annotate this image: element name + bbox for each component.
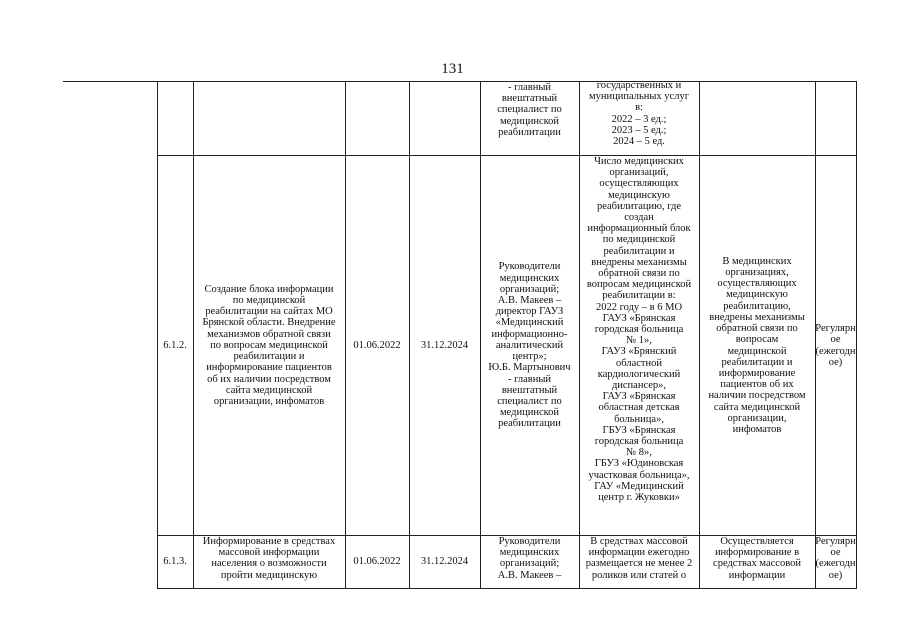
cell-text-line: вопросам bbox=[735, 334, 779, 346]
cell-text-line: наличии посредством bbox=[708, 390, 806, 402]
cell-text-line: - главный bbox=[507, 373, 552, 385]
cell-text-line: В медицинских bbox=[722, 255, 792, 267]
cell-text-line: городская больница bbox=[594, 436, 684, 448]
cell-text-line: информирование bbox=[718, 367, 796, 379]
cell-text-line: внештатный bbox=[501, 384, 558, 396]
cell-text-line: муниципальных услуг bbox=[588, 91, 690, 103]
cell-text-line: ое bbox=[830, 547, 841, 559]
cell-text-line: Руководители bbox=[498, 536, 561, 547]
cell-text-line: «Медицинский bbox=[495, 317, 564, 329]
cell-text-line: организаций; bbox=[499, 283, 560, 295]
cell-text-line: Брянской области. Внедрение bbox=[202, 317, 336, 329]
row-id-cell bbox=[157, 156, 193, 535]
cell-text-line: специалист по bbox=[497, 104, 562, 116]
cell-text-line: реабилитацию, bbox=[723, 300, 791, 312]
end-date: 31.12.2024 bbox=[420, 556, 469, 568]
cell-text-line: Информирование в средствах bbox=[202, 536, 336, 547]
cell-text-line: директор ГАУЗ bbox=[495, 306, 564, 318]
cell-text-line: (ежегодн bbox=[815, 345, 856, 357]
cell-text-line: аналитический bbox=[495, 339, 564, 351]
responsible-cell bbox=[480, 536, 579, 588]
cell-text-line: внештатный bbox=[501, 93, 558, 105]
page-number: 131 bbox=[441, 61, 464, 77]
indicator-cell bbox=[579, 156, 699, 535]
table-gridline bbox=[63, 81, 856, 82]
cell-text-line: осуществляющих bbox=[717, 278, 797, 290]
responsible-cell bbox=[480, 82, 579, 155]
cell-text-line: центр»; bbox=[512, 351, 547, 363]
cell-text-line: реабилитации на сайтах МО bbox=[205, 306, 333, 318]
start-date: 01.06.2022 bbox=[353, 339, 401, 351]
cell-text-line: ГБУЗ «Юдиновская bbox=[594, 458, 684, 470]
cell-text-line: ГАУЗ «Брянская bbox=[602, 312, 676, 324]
cell-text-line: реабилитации и bbox=[233, 351, 305, 363]
result-cell bbox=[699, 156, 815, 535]
start-date-cell bbox=[345, 536, 409, 588]
cell-text-line: 2022 – 3 ед.; bbox=[611, 113, 667, 125]
cell-text-line: № 8», bbox=[626, 447, 652, 459]
cell-text-line: пациентов об их bbox=[720, 379, 794, 391]
cell-text-line: реабилитации bbox=[498, 418, 561, 430]
cell-text-line: ГАУ «Медицинский bbox=[594, 480, 684, 492]
cell-text-line: Число медицинских bbox=[594, 156, 684, 167]
cell-text-line: диспансер», bbox=[611, 380, 667, 392]
cell-text-line: медицинской bbox=[499, 407, 560, 419]
cell-text-line: массовой информации bbox=[218, 547, 320, 559]
cell-text-line: областная детская bbox=[598, 402, 680, 414]
cell-text-line: А.В. Макеев – bbox=[497, 569, 562, 581]
cell-text-line: создан bbox=[624, 212, 654, 224]
start-date: 01.06.2022 bbox=[353, 556, 401, 568]
cell-text-line: информации bbox=[728, 569, 786, 581]
cell-text-line: по медицинской bbox=[602, 234, 676, 246]
result-cell bbox=[699, 536, 815, 588]
cell-text-line: ое bbox=[830, 334, 841, 346]
cell-text-line: медицинских bbox=[499, 547, 560, 559]
cell-text-line: инфоматов bbox=[732, 423, 782, 435]
cell-text-line: реабилитации и bbox=[603, 245, 675, 257]
cell-text-line: организациях, bbox=[725, 267, 789, 279]
cell-text-line: центр г. Жуковки» bbox=[598, 492, 680, 504]
end-date-cell bbox=[409, 536, 480, 588]
cell-text-line: медицинских bbox=[499, 272, 560, 284]
cell-text-line: организации, инфоматов bbox=[213, 395, 325, 407]
cell-text-line: организаций; bbox=[499, 558, 560, 570]
cell-text-line: государственных и bbox=[596, 80, 682, 91]
cell-text-line: медицинскую bbox=[726, 289, 788, 301]
end-date: 31.12.2024 bbox=[420, 339, 469, 351]
row-id-cell bbox=[157, 536, 193, 588]
cell-text-line: медицинской bbox=[727, 345, 787, 357]
start-date-cell bbox=[345, 156, 409, 535]
cell-text-line: кардиологический bbox=[597, 368, 681, 380]
table-gridline bbox=[856, 81, 857, 589]
cell-text-line: реабилитации в: bbox=[602, 290, 676, 302]
cell-text-line: об их наличии посредством bbox=[207, 373, 331, 385]
cell-text-line: 2023 – 5 ед.; bbox=[611, 124, 667, 136]
cell-text-line: участковая больница», bbox=[588, 469, 690, 481]
cell-text-line: медицинскую bbox=[608, 189, 670, 201]
cell-text-line: ое) bbox=[828, 569, 843, 581]
cell-text-line: осуществляющих bbox=[599, 178, 679, 190]
frequency-cell bbox=[815, 156, 856, 535]
cell-text-line: населения о возможности bbox=[211, 558, 327, 570]
end-date-cell bbox=[409, 156, 480, 535]
cell-text-line: механизмов обратной связи bbox=[207, 328, 331, 340]
cell-text-line: - главный bbox=[507, 82, 552, 93]
cell-text-line: областной bbox=[616, 357, 662, 369]
cell-text-line: 2022 году – в 6 МО bbox=[595, 301, 683, 313]
cell-text-line: Создание блока информации bbox=[204, 283, 334, 295]
cell-text-line: вопросам медицинской bbox=[586, 279, 692, 291]
cell-text-line: А.В. Макеев – bbox=[497, 295, 562, 307]
cell-text-line: ГАУЗ «Брянский bbox=[601, 346, 677, 358]
cell-text-line: информации ежегодно bbox=[588, 547, 690, 559]
frequency-cell bbox=[815, 536, 856, 588]
action-cell bbox=[193, 536, 345, 588]
cell-text-line: реабилитации bbox=[498, 126, 561, 138]
cell-text-line: организации, bbox=[727, 412, 787, 424]
cell-text-line: по медицинской bbox=[232, 295, 306, 307]
cell-text-line: медицинской bbox=[499, 115, 560, 127]
indicator-cell bbox=[579, 80, 699, 155]
cell-text-line: ГАУЗ «Брянская bbox=[602, 391, 676, 403]
cell-text-line: Осуществляется bbox=[720, 536, 794, 547]
cell-text-line: реабилитацию, где bbox=[596, 200, 681, 212]
cell-text-line: № 1», bbox=[626, 335, 652, 347]
cell-text-line: 2024 – 5 ед. bbox=[613, 136, 665, 148]
cell-text-line: Ю.Б. Мартынович bbox=[488, 362, 571, 374]
cell-text-line: информационно- bbox=[491, 328, 568, 340]
cell-text-line: Регулярн bbox=[815, 536, 856, 547]
cell-text-line: организаций, bbox=[609, 167, 669, 179]
cell-text-line: средствах массовой bbox=[713, 558, 801, 570]
cell-text-line: информирование в bbox=[714, 547, 800, 559]
action-cell bbox=[193, 156, 345, 535]
cell-text-line: ое) bbox=[828, 356, 843, 368]
row-id: 6.1.3. bbox=[163, 556, 187, 568]
cell-text-line: ГБУЗ «Брянская bbox=[602, 424, 676, 436]
cell-text-line: (ежегодн bbox=[815, 558, 856, 570]
indicator-cell bbox=[579, 536, 699, 588]
cell-text-line: внедрены механизмы bbox=[709, 311, 805, 323]
cell-text-line: больница», bbox=[614, 413, 664, 425]
table-gridline bbox=[157, 588, 856, 589]
cell-text-line: по вопросам медицинской bbox=[210, 339, 328, 351]
cell-text-line: роликов или статей о bbox=[591, 569, 687, 581]
cell-text-line: в: bbox=[635, 102, 643, 114]
cell-text-line: сайта медицинской bbox=[713, 401, 801, 413]
cell-text-line: Регулярн bbox=[815, 323, 856, 335]
cell-text-line: информирование пациентов bbox=[206, 362, 332, 374]
row-id: 6.1.2. bbox=[163, 339, 187, 351]
cell-text-line: размещается не менее 2 bbox=[585, 558, 693, 570]
cell-text-line: информационный блок bbox=[587, 223, 691, 235]
cell-text-line: В средствах массовой bbox=[590, 536, 688, 547]
cell-text-line: обратной связи по bbox=[716, 323, 798, 335]
cell-text-line: Руководители bbox=[498, 261, 561, 273]
cell-text-line: сайта медицинской bbox=[225, 384, 313, 396]
cell-text-line: реабилитации и bbox=[721, 356, 793, 368]
cell-text-line: пройти медицинскую bbox=[220, 569, 318, 581]
cell-text-line: внедрены механизмы bbox=[591, 256, 687, 268]
cell-text-line: городская больница bbox=[594, 324, 684, 336]
responsible-cell bbox=[480, 156, 579, 535]
cell-text-line: специалист по bbox=[497, 395, 562, 407]
cell-text-line: обратной связи по bbox=[598, 268, 680, 280]
